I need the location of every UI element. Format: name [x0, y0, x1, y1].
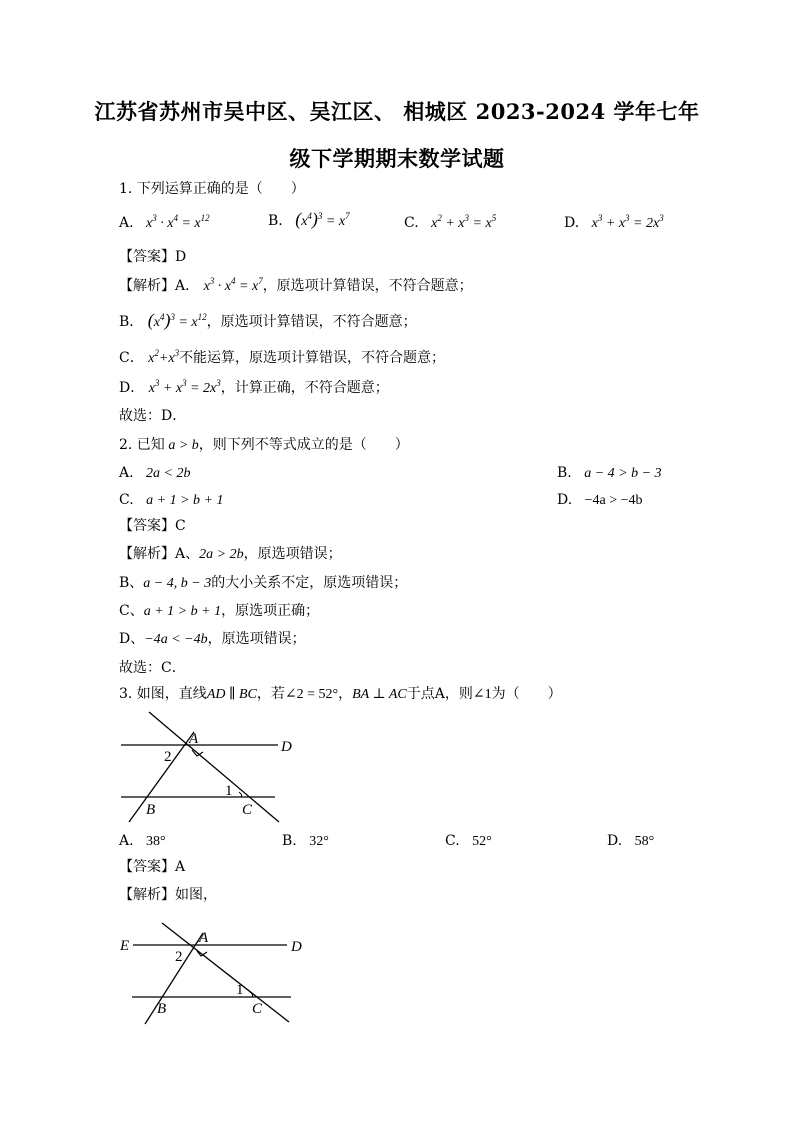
q2-analysis-c — [119, 601, 319, 622]
label-e: E — [120, 938, 130, 954]
label-a: A — [189, 731, 199, 747]
q3-stem-part3: ， — [338, 686, 353, 702]
q2-answer-value: C — [175, 518, 186, 534]
q1-option-b — [268, 209, 350, 232]
line-ab — [145, 933, 203, 1024]
q1-analysis-a-prefix: A． — [175, 278, 200, 294]
q2-option-d-label: D. — [557, 492, 573, 508]
q3-option-a-label: A. — [119, 833, 134, 849]
q3-figure — [115, 708, 305, 826]
q3-option-d — [607, 831, 654, 852]
q3-option-d-value: 58° — [634, 834, 655, 849]
analysis-label: 【解析】 — [119, 278, 175, 294]
q1-analysis-c-expr: $x^2+x^3$ — [148, 348, 180, 366]
label-a: A — [199, 930, 209, 946]
label-b: B — [146, 802, 156, 818]
q3-stem-part5: 为（ ） — [491, 686, 562, 702]
q2-stem-post: ，则下列不等式成立的是（ ） — [198, 437, 409, 453]
q1-analysis-b — [119, 310, 417, 333]
q1-option-a-label: A. — [119, 215, 134, 231]
q2-analysis-d-expr: −4a < −4b — [144, 632, 208, 647]
label-d: D — [281, 739, 292, 755]
q1-option-a — [119, 213, 210, 234]
q3-option-b — [282, 831, 329, 852]
q1-option-b-expr: $(x^4)^3 = x^7$ — [295, 209, 350, 229]
q3-answer-value: A — [175, 859, 186, 875]
q2-analysis-a-prefix: A、 — [175, 546, 200, 562]
q1-option-b-label: B. — [268, 213, 283, 229]
q3-option-c — [445, 831, 492, 852]
q2-conclusion: 故选：C． — [119, 660, 186, 676]
q3-stem-expr4: ∠1 — [472, 687, 492, 702]
q1-analysis-d-expr: $x^3 + x^3 = 2x^3$ — [148, 378, 221, 396]
q2-option-a-expr: 2a < 2b — [146, 466, 191, 481]
q1-option-d — [564, 213, 664, 234]
q1-analysis-b-text: ，原选项计算错误，不符合题意； — [206, 314, 417, 330]
q1-option-d-label: D. — [564, 215, 580, 231]
q3-stem — [119, 684, 562, 705]
q1-analysis-c-text: 不能运算，原选项计算错误，不符合题意； — [179, 350, 446, 366]
q3-analysis-figure — [115, 921, 315, 1025]
q2-analysis-b-text: 的大小关系不定，原选项错误； — [211, 575, 408, 591]
q2-analysis-b — [119, 573, 407, 594]
document-title-line2: 级下学期期末数学试题 — [289, 146, 505, 171]
answer-label: 【答案】 — [119, 518, 175, 534]
label-c: C — [252, 1001, 263, 1017]
q3-option-c-label: C. — [445, 833, 460, 849]
q2-option-b-label: B. — [557, 465, 572, 481]
q2-analysis-c-prefix: C、 — [119, 603, 144, 619]
q3-analysis-text: 如图， — [175, 887, 217, 903]
q1-conclusion: 故选：D． — [119, 408, 187, 424]
q3-option-a — [119, 831, 166, 852]
q2-analysis-d-prefix: D、 — [119, 631, 145, 647]
q3-stem-expr2: ∠2 = 52° — [284, 687, 339, 702]
q2-analysis-d-text: ，原选项错误； — [207, 631, 306, 647]
q2-option-d-expr: −4a > −4b — [584, 493, 643, 508]
q3-option-a-value: 38° — [146, 834, 166, 849]
q3-stem-part1: 3. 如图，直线 — [119, 686, 207, 702]
answer-label: 【答案】 — [119, 249, 175, 265]
label-b: B — [157, 1001, 167, 1017]
analysis-label: 【解析】 — [119, 887, 175, 903]
q2-analysis-b-expr: a − 4, b − 3 — [143, 576, 212, 591]
q2-analysis-c-text: ，原选项正确； — [221, 603, 320, 619]
q1-answer — [119, 247, 186, 267]
label-1: 1 — [225, 783, 233, 799]
q3-answer — [119, 857, 185, 877]
q2-option-c — [119, 490, 223, 511]
q1-option-d-expr: $x^3 + x^3 = 2x^3$ — [591, 213, 664, 231]
q2-analysis-a-text: ，原选项错误； — [243, 546, 342, 562]
analysis-label: 【解析】 — [119, 546, 175, 562]
q1-analysis-a — [119, 276, 473, 297]
q1-analysis-d-prefix: D． — [119, 380, 145, 396]
q1-stem: 1. 下列运算正确的是（ ） — [119, 181, 305, 197]
q2-analysis-c-expr: a + 1 > b + 1 — [143, 604, 222, 619]
answer-label: 【答案】 — [119, 859, 175, 875]
label-2: 2 — [175, 949, 183, 965]
q1-option-c — [404, 213, 496, 234]
q2-option-b-expr: a − 4 > b − 3 — [584, 466, 662, 481]
q2-analysis-b-prefix: B、 — [119, 575, 144, 591]
q2-stem-expr: a > b — [164, 438, 199, 453]
q3-option-b-label: B. — [282, 833, 297, 849]
q2-stem-pre: 2. 已知 — [119, 437, 165, 453]
q3-stem-part4: 于点A，则 — [406, 686, 473, 702]
angle-1-arc — [239, 792, 242, 797]
label-d: D — [291, 939, 302, 955]
q2-option-d — [557, 490, 643, 511]
q2-stem — [119, 435, 409, 456]
q1-analysis-b-expr: $(x^4)^3 = x^{12}$ — [147, 310, 207, 330]
q3-option-d-label: D. — [607, 833, 623, 849]
q3-stem-expr1: AD ∥ BC — [206, 687, 257, 702]
q1-analysis-d — [119, 378, 389, 399]
q2-answer — [119, 516, 186, 536]
q2-option-c-label: C. — [119, 492, 134, 508]
q2-analysis-a-expr: 2a > 2b — [199, 547, 244, 562]
label-2: 2 — [164, 749, 172, 765]
label-1: 1 — [236, 982, 244, 998]
q1-option-c-label: C. — [404, 215, 419, 231]
q3-analysis — [119, 885, 217, 905]
q1-analysis-a-text: ，原选项计算错误，不符合题意； — [262, 278, 473, 294]
q1-analysis-c-prefix: C． — [119, 350, 144, 366]
q3-stem-part2: ，若 — [256, 686, 285, 702]
label-c: C — [242, 802, 253, 818]
line-ac — [162, 923, 289, 1022]
document-title-line1: 江苏省苏州市吴中区、吴江区、 相城区 2023-2024 学年七年 — [94, 99, 700, 124]
q2-option-c-expr: a + 1 > b + 1 — [146, 493, 224, 508]
q1-option-a-expr: $x^3 \cdot x^4 = x^{12}$ — [146, 213, 210, 231]
q1-option-c-expr: $x^2 + x^3 = x^5$ — [431, 213, 497, 231]
q2-option-b — [557, 463, 662, 484]
q3-stem-expr3: BA ⊥ AC — [352, 687, 407, 702]
q2-analysis-d — [119, 629, 306, 650]
q2-option-a-label: A. — [119, 465, 134, 481]
q1-analysis-a-expr: $x^3 \cdot x^4 = x^7$ — [203, 276, 263, 294]
q1-analysis-d-text: ，计算正确，不符合题意； — [220, 380, 389, 396]
q1-answer-value: D — [175, 249, 187, 265]
q2-option-a — [119, 463, 190, 484]
q2-analysis-a — [119, 544, 342, 565]
q3-option-b-value: 32° — [309, 834, 329, 849]
q1-analysis-c — [119, 348, 445, 369]
q3-option-c-value: 52° — [472, 834, 492, 849]
q1-analysis-b-prefix: B． — [119, 314, 144, 330]
